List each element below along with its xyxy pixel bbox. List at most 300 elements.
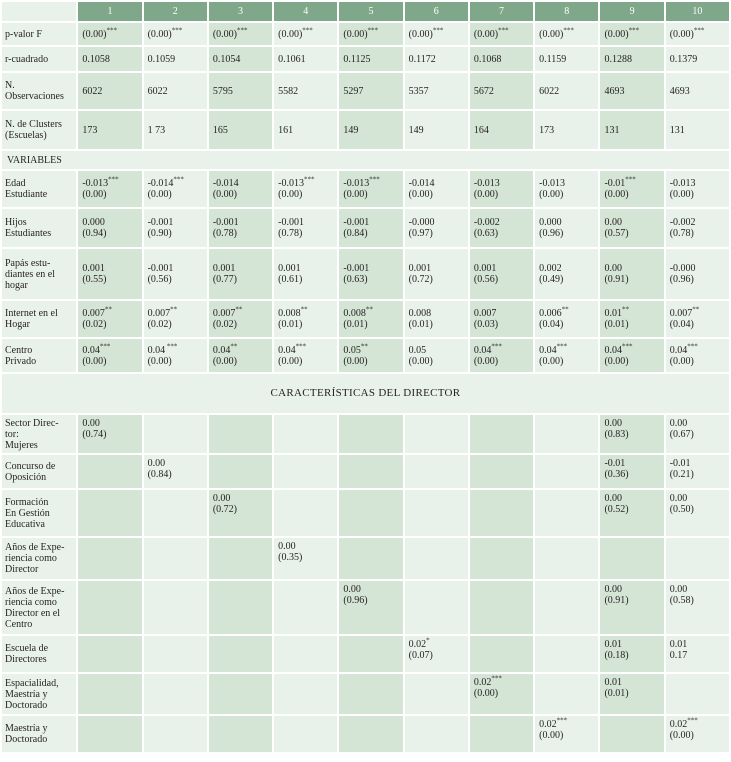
table-cell (535, 47, 598, 71)
table-cell (209, 73, 272, 109)
cell-value: 0.001 (0.77) (212, 263, 238, 285)
cell-value: 0.008** (0.01) (343, 305, 373, 330)
table-cell (666, 171, 729, 207)
cell-value: 6022 (147, 85, 168, 97)
cell-value: 0.001 (0.61) (278, 263, 303, 285)
cell-value: 0.00 (0.35) (278, 541, 303, 563)
cell-value: -0.000 (0.96) (669, 263, 696, 285)
table-cell (339, 249, 402, 299)
table-cell (470, 209, 533, 247)
cell-value: 0.01 (0.01) (604, 677, 629, 699)
table-cell (78, 455, 141, 488)
table-cell (339, 23, 402, 45)
table-row (2, 455, 729, 488)
row-label: Años de Expe- riencia como Director (2, 538, 76, 579)
table-row (2, 23, 729, 45)
table-cell (339, 301, 402, 337)
table-cell (209, 636, 272, 672)
table-cell (274, 581, 337, 634)
cell-value: 0.001 (0.56) (473, 263, 499, 285)
cell-value: -0.013*** (0.00) (343, 175, 380, 200)
cell-value: -0.001 (0.56) (147, 263, 174, 285)
cell-value: (0.00)*** (408, 26, 444, 40)
cell-value: 0.00 (0.67) (669, 418, 694, 440)
table-cell (470, 716, 533, 752)
table-cell (600, 538, 663, 579)
column-header-5: 5 (339, 2, 402, 21)
director-section-title-row (2, 374, 729, 413)
cell-value: -0.002 (0.63) (473, 217, 500, 239)
table-cell (339, 111, 402, 149)
table-cell (339, 490, 402, 536)
table-cell (78, 674, 141, 714)
cell-value: 0.02*** (0.00) (539, 716, 568, 741)
table-cell (78, 301, 141, 337)
table-cell (209, 716, 272, 752)
cell-value: 6022 (82, 85, 103, 97)
table-cell (470, 171, 533, 207)
cell-value: -0.000 (0.97) (408, 217, 435, 239)
table-row (2, 73, 729, 109)
cell-value: 0.1058 (82, 53, 110, 65)
cell-value: 0.00 (0.96) (343, 584, 368, 606)
table-cell (600, 674, 663, 714)
cell-value: 149 (408, 124, 424, 136)
cell-value: -0.01*** (0.00) (604, 175, 636, 200)
table-cell (470, 339, 533, 372)
cell-value: -0.001 (0.78) (212, 217, 239, 239)
cell-value: 0.00 (0.91) (604, 584, 629, 606)
table-cell (470, 455, 533, 488)
row-label: Papás estu- diantes en el hogar (2, 249, 76, 299)
table-cell (144, 581, 207, 634)
table-cell (78, 490, 141, 536)
table-cell (666, 301, 729, 337)
table-cell (144, 339, 207, 372)
cell-value: 0.04*** (0.00) (669, 342, 698, 367)
table-cell (339, 716, 402, 752)
table-cell (405, 674, 468, 714)
cell-value: 173 (539, 124, 555, 136)
table-cell (470, 636, 533, 672)
table-cell (209, 171, 272, 207)
table-cell (274, 538, 337, 579)
table-cell (78, 581, 141, 634)
cell-value: 0.000 (0.94) (82, 217, 107, 239)
cell-value: (0.00)*** (82, 26, 117, 40)
table-cell (666, 538, 729, 579)
variables-label-row (2, 151, 729, 169)
cell-value: -0.014*** (0.00) (147, 175, 184, 200)
table-cell (600, 339, 663, 372)
table-cell (78, 249, 141, 299)
table-cell (600, 73, 663, 109)
row-label: N. Observaciones (2, 73, 76, 109)
cell-value: 0.002 (0.49) (539, 263, 564, 285)
table-cell (405, 636, 468, 672)
cell-value: (0.00)*** (343, 26, 379, 40)
table-cell (209, 301, 272, 337)
table-cell (535, 23, 598, 45)
cell-value: 0.008 (0.01) (408, 308, 433, 330)
table-cell (535, 636, 598, 672)
table-cell (209, 47, 272, 71)
table-cell (470, 73, 533, 109)
cell-value: 173 (82, 124, 98, 136)
table-cell (339, 171, 402, 207)
table-cell (78, 23, 141, 45)
table-cell (339, 636, 402, 672)
table-cell (274, 716, 337, 752)
table-cell (535, 716, 598, 752)
cell-value: 0.00 (0.50) (669, 493, 694, 515)
table-cell (666, 455, 729, 488)
cell-value: 5357 (408, 85, 429, 97)
table-cell (470, 674, 533, 714)
cell-value: 5297 (343, 85, 364, 97)
table-cell (144, 47, 207, 71)
row-label: Concurso de Oposición (2, 455, 76, 488)
table-row (2, 47, 729, 71)
cell-value: 0.007 (0.03) (473, 308, 499, 330)
column-header-7: 7 (470, 2, 533, 21)
header-corner (2, 2, 76, 21)
table-cell (405, 209, 468, 247)
table-cell (600, 636, 663, 672)
table-row (2, 581, 729, 634)
table-cell (405, 490, 468, 536)
table-cell (470, 23, 533, 45)
table-cell (209, 111, 272, 149)
cell-value: (0.00)*** (147, 26, 183, 40)
table-cell (405, 23, 468, 45)
table-cell (274, 209, 337, 247)
table-cell (339, 455, 402, 488)
table-row (2, 301, 729, 337)
cell-value: 161 (278, 124, 294, 136)
table-cell (405, 538, 468, 579)
table-cell (600, 581, 663, 634)
table-cell (600, 490, 663, 536)
cell-value: -0.013 (0.00) (539, 178, 566, 200)
table-cell (405, 301, 468, 337)
cell-value: 0.01 (0.18) (604, 639, 629, 661)
table-cell (274, 73, 337, 109)
cell-value: 0.02*** (0.00) (669, 716, 698, 741)
cell-value: 0.00 (0.83) (604, 418, 629, 440)
table-cell (535, 249, 598, 299)
cell-value: 0.007** (0.02) (147, 305, 178, 330)
cell-value: 0.001 (0.72) (408, 263, 433, 285)
table-cell (144, 171, 207, 207)
table-row (2, 339, 729, 372)
cell-value: 6022 (539, 85, 560, 97)
cell-value: 0.008** (0.01) (278, 305, 308, 330)
table-row (2, 716, 729, 752)
cell-value: (0.00)*** (278, 26, 313, 40)
cell-value: 0.00 (0.52) (604, 493, 629, 515)
table-cell (78, 47, 141, 71)
table-cell (470, 111, 533, 149)
cell-value: 0.04*** (0.00) (82, 342, 111, 367)
table-cell (339, 209, 402, 247)
cell-value: -0.01 (0.21) (669, 458, 694, 480)
cell-value: -0.013*** (0.00) (278, 175, 315, 200)
table-cell (144, 674, 207, 714)
cell-value: -0.014 (0.00) (212, 178, 239, 200)
cell-value: 0.1059 (147, 53, 176, 65)
row-label: p-valor F (2, 23, 76, 45)
cell-value: 0.1288 (604, 53, 632, 65)
cell-value: 0.04** (0.00) (212, 342, 238, 367)
table-cell (209, 249, 272, 299)
director-section-title: CARACTERÍSTICAS DEL DIRECTOR (2, 374, 729, 413)
table-row (2, 415, 729, 453)
cell-value: 1 73 (147, 124, 166, 136)
table-cell (535, 490, 598, 536)
table-cell (600, 455, 663, 488)
cell-value: 0.04*** (0.00) (278, 342, 307, 367)
table-cell (535, 538, 598, 579)
cell-value: (0.00)*** (669, 26, 705, 40)
row-label: Centro Privado (2, 339, 76, 372)
table-cell (666, 73, 729, 109)
cell-value: (0.00)*** (473, 26, 509, 40)
table-cell (144, 301, 207, 337)
table-cell (144, 111, 207, 149)
cell-value: 0.1068 (473, 53, 502, 65)
cell-value: 149 (343, 124, 359, 136)
table-row (2, 171, 729, 207)
cell-value: 165 (212, 124, 228, 136)
table-cell (666, 415, 729, 453)
table-cell (666, 490, 729, 536)
table-cell (470, 249, 533, 299)
row-label: Sector Direc- tor: Mujeres (2, 415, 76, 453)
table-cell (405, 73, 468, 109)
table-cell (600, 171, 663, 207)
cell-value: 5795 (212, 85, 233, 97)
table-cell (535, 339, 598, 372)
table-cell (274, 23, 337, 45)
cell-value: 0.007** (0.02) (82, 305, 112, 330)
cell-value: 0.1054 (212, 53, 241, 65)
cell-value: -0.013*** (0.00) (82, 175, 119, 200)
table-cell (274, 415, 337, 453)
cell-value: 131 (604, 124, 620, 136)
table-cell (274, 171, 337, 207)
table-cell (600, 47, 663, 71)
table-cell (78, 538, 141, 579)
table-cell (78, 111, 141, 149)
table-cell (535, 455, 598, 488)
table-row (2, 490, 729, 536)
table-cell (470, 581, 533, 634)
row-label: Espacialidad, Maestría y Doctorado (2, 674, 76, 714)
table-cell (339, 538, 402, 579)
cell-value: 0.00 (0.91) (604, 263, 629, 285)
cell-value: 0.1061 (278, 53, 306, 65)
table-cell (78, 73, 141, 109)
cell-value: 0.04 *** (0.00) (147, 342, 178, 367)
table-row (2, 111, 729, 149)
column-header-3: 3 (209, 2, 272, 21)
table-cell (209, 538, 272, 579)
table-cell (470, 490, 533, 536)
row-label: Hijos Estudiantes (2, 209, 76, 247)
cell-value: 131 (669, 124, 685, 136)
cell-value: 0.05 (0.00) (408, 344, 433, 367)
cell-value: 4693 (604, 85, 625, 97)
table-cell (666, 581, 729, 634)
cell-value: -0.001 (0.90) (147, 217, 174, 239)
cell-value: 0.000 (0.96) (539, 217, 564, 239)
table-cell (144, 249, 207, 299)
column-header-1: 1 (78, 2, 141, 21)
table-cell (405, 716, 468, 752)
table-cell (144, 415, 207, 453)
table-cell (209, 339, 272, 372)
table-cell (600, 415, 663, 453)
table-cell (666, 209, 729, 247)
table-cell (600, 716, 663, 752)
table-row (2, 674, 729, 714)
table-cell (339, 73, 402, 109)
cell-value: 0.04*** (0.00) (473, 342, 502, 367)
cell-value: 0.02* (0.07) (408, 636, 433, 661)
cell-value: 5672 (473, 85, 494, 97)
cell-value: 0.04*** (0.00) (539, 342, 568, 367)
table-cell (666, 47, 729, 71)
table-cell (78, 415, 141, 453)
cell-value: 0.006** (0.04) (539, 305, 569, 330)
cell-value: -0.01 (0.36) (604, 458, 629, 480)
table-cell (405, 455, 468, 488)
table-cell (209, 209, 272, 247)
table-cell (666, 636, 729, 672)
table-cell (274, 455, 337, 488)
cell-value: 0.007** (0.02) (212, 305, 243, 330)
table-cell (274, 111, 337, 149)
cell-value: -0.014 (0.00) (408, 178, 435, 200)
table-cell (274, 636, 337, 672)
table-cell (405, 581, 468, 634)
table-cell (535, 301, 598, 337)
table-cell (666, 249, 729, 299)
table-cell (405, 47, 468, 71)
table-body (2, 23, 729, 752)
table-cell (144, 209, 207, 247)
row-label: Escuela de Directores (2, 636, 76, 672)
cell-value: 0.04*** (0.00) (604, 342, 633, 367)
row-label: Maestría y Doctorado (2, 716, 76, 752)
column-header-row (2, 2, 729, 21)
cell-value: 0.02*** (0.00) (473, 674, 502, 699)
table-cell (405, 171, 468, 207)
table-cell (666, 111, 729, 149)
cell-value: 0.00 (0.74) (82, 418, 107, 440)
table-cell (339, 339, 402, 372)
table-cell (144, 716, 207, 752)
table-cell (339, 674, 402, 714)
cell-value: 0.1159 (539, 53, 567, 65)
cell-value: (0.00)*** (604, 26, 640, 40)
table-cell (405, 415, 468, 453)
table-cell (600, 111, 663, 149)
cell-value: 0.1379 (669, 53, 698, 65)
cell-value: 0.007** (0.04) (669, 305, 700, 330)
table-cell (209, 490, 272, 536)
table-cell (405, 111, 468, 149)
row-label: r-cuadrado (2, 47, 76, 71)
table-cell (339, 415, 402, 453)
table-cell (78, 339, 141, 372)
table-cell (470, 301, 533, 337)
table-cell (209, 415, 272, 453)
cell-value: 0.00 (0.72) (212, 493, 238, 515)
table-cell (600, 209, 663, 247)
table-cell (666, 23, 729, 45)
row-label: Edad Estudiante (2, 171, 76, 207)
column-header-6: 6 (405, 2, 468, 21)
table-row (2, 636, 729, 672)
column-header-2: 2 (144, 2, 207, 21)
table-cell (144, 490, 207, 536)
cell-value: 4693 (669, 85, 690, 97)
table-row (2, 249, 729, 299)
table-cell (535, 73, 598, 109)
table-cell (209, 674, 272, 714)
table-cell (274, 490, 337, 536)
table-cell (144, 455, 207, 488)
table-row (2, 538, 729, 579)
table-cell (666, 716, 729, 752)
table-cell (535, 674, 598, 714)
table-cell (144, 73, 207, 109)
cell-value: -0.001 (0.78) (278, 217, 304, 239)
table-cell (339, 581, 402, 634)
table-cell (78, 209, 141, 247)
table-cell (666, 339, 729, 372)
cell-value: -0.002 (0.78) (669, 217, 696, 239)
column-header-4: 4 (274, 2, 337, 21)
table-cell (339, 47, 402, 71)
cell-value: 0.00 (0.57) (604, 217, 629, 239)
cell-value: -0.001 (0.63) (343, 263, 370, 285)
cell-value: -0.001 (0.84) (343, 217, 370, 239)
table-cell (274, 249, 337, 299)
table-cell (535, 171, 598, 207)
row-label: Formación En Gestión Educativa (2, 490, 76, 536)
cell-value: 0.01 0.17 (669, 639, 688, 661)
table-cell (78, 716, 141, 752)
table-cell (144, 538, 207, 579)
table-cell (535, 111, 598, 149)
row-label: Años de Expe- riencia como Director en el Centro (2, 581, 76, 634)
table-cell (144, 636, 207, 672)
cell-value: 0.00 (0.84) (147, 458, 172, 480)
cell-value: 164 (473, 124, 489, 136)
variables-label: VARIABLES (2, 151, 729, 169)
table-cell (470, 538, 533, 579)
table-cell (666, 674, 729, 714)
table-cell (144, 23, 207, 45)
table-cell (600, 301, 663, 337)
table-cell (600, 249, 663, 299)
table-cell (274, 47, 337, 71)
table-cell (535, 581, 598, 634)
cell-value: 0.1125 (343, 53, 371, 65)
